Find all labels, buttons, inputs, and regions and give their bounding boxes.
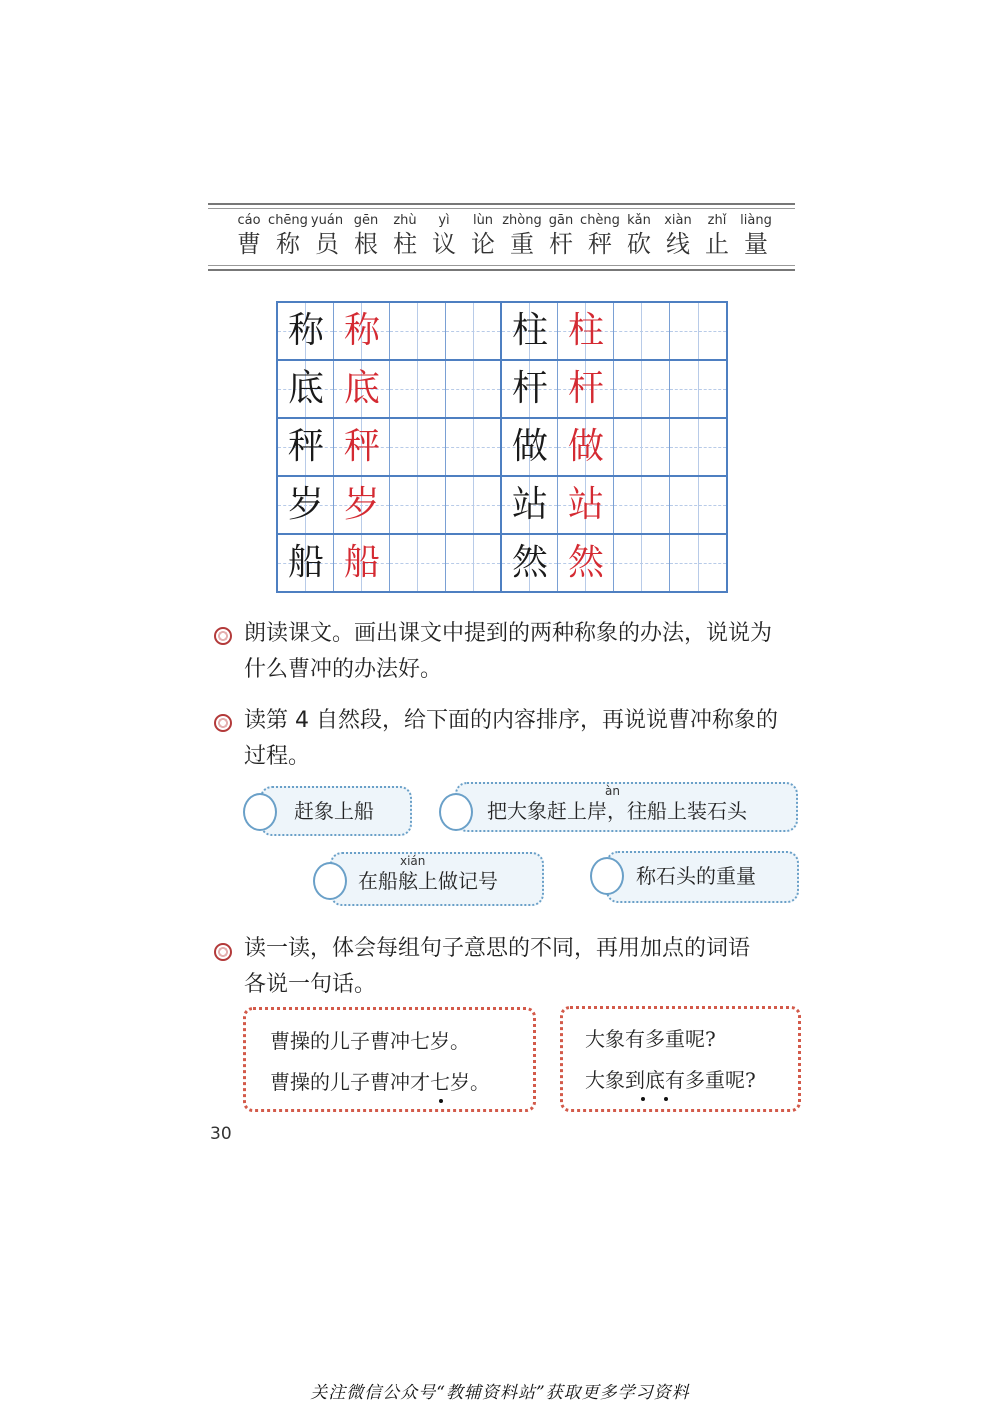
emphasis-dot <box>664 1097 668 1101</box>
vocab-hanzi: 曹 <box>237 230 261 258</box>
grid-cell <box>278 477 334 533</box>
vocab-hanzi: 论 <box>471 230 495 258</box>
exercise-3-line-1: 读一读，体会每组句子意思的不同，再用加点的词语 <box>244 936 751 961</box>
vocab-pinyin: yì <box>438 213 450 228</box>
model-character: 站 <box>511 484 548 525</box>
vocab-pinyin: gān <box>548 213 574 228</box>
grid-cell <box>278 361 334 417</box>
sentence: 大象到底有多重呢? <box>585 1068 756 1092</box>
model-character: 称 <box>287 310 324 351</box>
grid-cell-empty[interactable] <box>390 361 446 417</box>
grid-cell <box>558 361 614 417</box>
vocab-pinyin: chēng <box>268 213 308 228</box>
model-character: 岁 <box>287 484 324 525</box>
grid-cell-empty[interactable] <box>446 419 502 475</box>
vocab-hanzi: 重 <box>510 230 534 258</box>
grid-cell <box>558 535 614 591</box>
vocab-hanzi: 柱 <box>393 230 417 258</box>
sentence: 曹操的儿子曹冲七岁。 <box>270 1029 470 1053</box>
grid-cell <box>502 419 558 475</box>
sequence-option-text: 把大象赶上岸，往船上装石头 <box>487 799 747 823</box>
vocab-hanzi: 线 <box>666 230 690 258</box>
trace-character: 秤 <box>343 426 380 467</box>
vocab-hanzi: 杆 <box>549 230 573 258</box>
exercise-1-line-1: 朗读课文。画出课文中提到的两种称象的办法，说说为 <box>244 621 773 646</box>
grid-cell-empty[interactable] <box>670 477 726 533</box>
grid-cell-empty[interactable] <box>614 419 670 475</box>
vocab-pinyin: liàng <box>740 213 772 228</box>
vocab-hanzi: 称 <box>276 230 300 258</box>
model-character: 然 <box>511 542 548 583</box>
model-character: 做 <box>511 426 548 467</box>
vocab-hanzi: 员 <box>315 230 339 258</box>
sequence-option <box>260 786 412 836</box>
grid-cell-empty[interactable] <box>446 361 502 417</box>
exercise-3-line-2: 各说一句话。 <box>244 972 377 997</box>
vocab-hanzi: 秤 <box>588 230 612 258</box>
trace-character: 做 <box>567 426 604 467</box>
order-answer-circle[interactable] <box>590 857 624 895</box>
trace-character: 柱 <box>567 310 604 351</box>
model-character: 杆 <box>511 368 548 409</box>
vocab-pinyin: gēn <box>353 213 379 228</box>
trace-character: 底 <box>343 368 380 409</box>
sequence-option <box>606 851 799 903</box>
vocab-pinyin: yuán <box>310 213 344 228</box>
character-writing-grid <box>276 301 728 593</box>
grid-cell <box>278 303 334 359</box>
grid-cell-empty[interactable] <box>614 303 670 359</box>
grid-cell-empty[interactable] <box>670 303 726 359</box>
emphasis-dot <box>641 1097 645 1101</box>
sentence: 曹操的儿子曹冲才七岁。 <box>270 1070 490 1094</box>
exercise-1-line-2: 什么曹冲的办法好。 <box>244 657 443 682</box>
vocab-pinyin: chèng <box>580 213 620 228</box>
page-number: 30 <box>210 1124 232 1144</box>
exercise-2-line-1: 读第 4 自然段，给下面的内容排序，再说说曹冲称象的 <box>244 708 778 733</box>
grid-cell <box>334 419 390 475</box>
grid-cell-empty[interactable] <box>390 303 446 359</box>
grid-cell <box>558 419 614 475</box>
vocab-hanzi: 量 <box>744 230 768 258</box>
grid-cell-empty[interactable] <box>390 477 446 533</box>
vocab-pinyin: zhù <box>393 213 417 228</box>
vocab-hanzi: 砍 <box>627 230 651 258</box>
exercise-2-line-2: 过程。 <box>244 744 311 769</box>
grid-cell <box>502 477 558 533</box>
pinyin-annotation: xián <box>400 854 426 868</box>
model-character: 船 <box>287 542 324 583</box>
trace-character: 站 <box>567 484 604 525</box>
sentence-pair-box-right <box>560 1006 801 1112</box>
vocab-hanzi: 止 <box>705 230 729 258</box>
model-character: 秤 <box>287 426 324 467</box>
grid-row <box>278 535 726 593</box>
exercise-bullet-icon <box>214 627 232 645</box>
vocab-pinyin: lùn <box>472 213 494 228</box>
footer-handwritten-note: 关注微信公众号“教辅资料站”获取更多学习资料 <box>310 1383 690 1403</box>
exercise-bullet-icon <box>214 943 232 961</box>
grid-cell <box>502 303 558 359</box>
vocab-pinyin: xiàn <box>664 213 692 228</box>
sentence: 大象有多重呢? <box>585 1027 716 1051</box>
grid-cell-empty[interactable] <box>670 535 726 591</box>
sequence-option-text: 称石头的重量 <box>636 864 756 888</box>
trace-character: 称 <box>343 310 380 351</box>
grid-cell-empty[interactable] <box>446 477 502 533</box>
trace-character: 船 <box>343 542 380 583</box>
grid-cell <box>334 535 390 591</box>
grid-cell-empty[interactable] <box>614 477 670 533</box>
vocab-pinyin: cáo <box>237 213 261 228</box>
vocab-pinyin: zhòng <box>502 213 542 228</box>
vocabulary-band <box>208 203 795 271</box>
exercise-bullet-icon <box>214 714 232 732</box>
grid-cell <box>278 535 334 591</box>
grid-cell-empty[interactable] <box>446 303 502 359</box>
grid-cell <box>334 361 390 417</box>
trace-character: 杆 <box>567 368 604 409</box>
vocab-pinyin: zhǐ <box>707 213 727 228</box>
grid-row <box>278 419 726 477</box>
model-character: 柱 <box>511 310 548 351</box>
sequence-option <box>330 852 544 906</box>
model-character: 底 <box>287 368 324 409</box>
sequence-option <box>455 782 798 832</box>
sequence-option-text: 在船舷上做记号 <box>358 869 498 893</box>
grid-cell <box>558 303 614 359</box>
vocab-hanzi: 议 <box>432 230 456 258</box>
grid-cell <box>278 419 334 475</box>
emphasis-dot <box>439 1099 443 1103</box>
grid-cell-empty[interactable] <box>614 361 670 417</box>
grid-row <box>278 477 726 535</box>
grid-cell-empty[interactable] <box>390 419 446 475</box>
order-answer-circle[interactable] <box>313 862 347 900</box>
grid-cell <box>558 477 614 533</box>
sentence-pair-box-left <box>243 1007 536 1112</box>
grid-cell <box>334 477 390 533</box>
vocab-pinyin: kǎn <box>627 213 651 228</box>
pinyin-annotation: àn <box>605 784 620 798</box>
grid-cell-empty[interactable] <box>446 535 502 591</box>
vocab-item <box>737 213 775 259</box>
order-answer-circle[interactable] <box>439 793 473 831</box>
grid-cell <box>502 535 558 591</box>
trace-character: 然 <box>567 542 604 583</box>
grid-cell-empty[interactable] <box>614 535 670 591</box>
grid-cell-empty[interactable] <box>670 361 726 417</box>
trace-character: 岁 <box>343 484 380 525</box>
grid-cell-empty[interactable] <box>390 535 446 591</box>
sequence-option-text: 赶象上船 <box>294 799 374 823</box>
grid-cell <box>334 303 390 359</box>
vocab-hanzi: 根 <box>354 230 378 258</box>
grid-row <box>278 303 726 361</box>
grid-cell <box>502 361 558 417</box>
grid-row <box>278 361 726 419</box>
grid-cell-empty[interactable] <box>670 419 726 475</box>
order-answer-circle[interactable] <box>243 793 277 831</box>
